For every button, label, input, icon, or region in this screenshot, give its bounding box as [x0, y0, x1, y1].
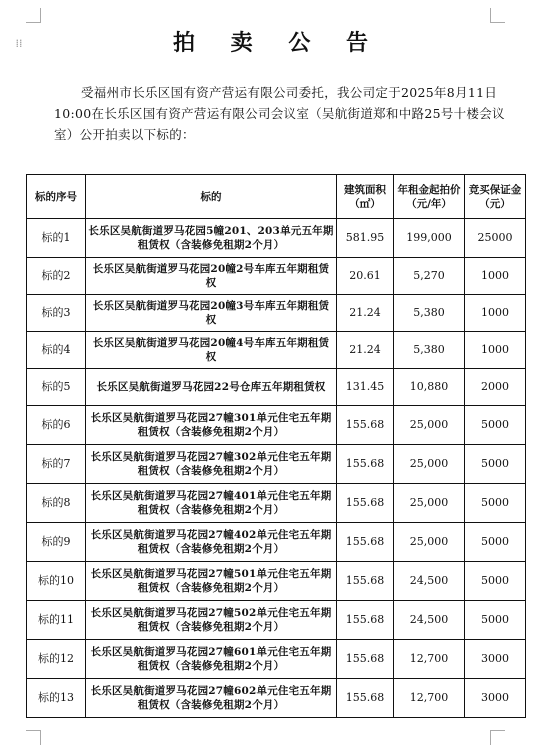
cell-area: 155.68 — [337, 406, 394, 445]
cell-area: 155.68 — [337, 562, 394, 601]
cell-deposit: 2000 — [465, 369, 526, 406]
cell-deposit: 5000 — [465, 562, 526, 601]
cell-area: 155.68 — [337, 640, 394, 679]
cell-item: 长乐区吴航街道罗马花园27幢502单元住宅五年期租赁权（含装修免租期2个月） — [86, 601, 337, 640]
crop-mark-top-left — [26, 8, 41, 23]
cell-area: 155.68 — [337, 484, 394, 523]
cell-item: 长乐区吴航街道罗马花园20幢4号车库五年期租赁权 — [86, 332, 337, 369]
cell-seq: 标的2 — [27, 258, 86, 295]
cell-rent: 5,380 — [394, 295, 465, 332]
table-row — [27, 406, 526, 445]
cell-area: 155.68 — [337, 523, 394, 562]
cell-seq: 标的1 — [27, 219, 86, 258]
cell-area: 155.68 — [337, 679, 394, 718]
cell-item: 长乐区吴航街道罗马花园27幢602单元住宅五年期租赁权（含装修免租期2个月） — [86, 679, 337, 718]
cell-item: 长乐区吴航街道罗马花园22号仓库五年期租赁权 — [86, 369, 337, 406]
cell-deposit: 5000 — [465, 445, 526, 484]
cell-seq: 标的3 — [27, 295, 86, 332]
cell-seq: 标的12 — [27, 640, 86, 679]
cell-rent: 25,000 — [394, 445, 465, 484]
cell-rent: 24,500 — [394, 601, 465, 640]
cell-rent: 25,000 — [394, 484, 465, 523]
table-row — [27, 679, 526, 718]
cell-rent: 10,880 — [394, 369, 465, 406]
cell-area: 131.45 — [337, 369, 394, 406]
cell-deposit: 1000 — [465, 332, 526, 369]
cell-area: 21.24 — [337, 295, 394, 332]
cell-seq: 标的10 — [27, 562, 86, 601]
cell-area: 20.61 — [337, 258, 394, 295]
cell-seq: 标的9 — [27, 523, 86, 562]
crop-mark-bottom-left — [26, 730, 41, 745]
table-row — [27, 562, 526, 601]
table-row — [27, 484, 526, 523]
cell-rent: 5,380 — [394, 332, 465, 369]
cell-seq: 标的11 — [27, 601, 86, 640]
cell-deposit: 1000 — [465, 258, 526, 295]
cell-item: 长乐区吴航街道罗马花园27幢402单元住宅五年期租赁权（含装修免租期2个月） — [86, 523, 337, 562]
cell-area: 155.68 — [337, 601, 394, 640]
cell-deposit: 5000 — [465, 406, 526, 445]
intro-paragraph: 受福州市长乐区国有资产营运有限公司委托，我公司定于2025年8月11日10:00在长乐区国有资产营运有限公司会议室（吴航街道郑和中路25号十楼会议室）公开拍卖以下标的： — [54, 85, 505, 142]
cell-area: 21.24 — [337, 332, 394, 369]
cell-deposit: 3000 — [465, 679, 526, 718]
header-area: 建筑面积（㎡） — [337, 175, 394, 219]
table-header-row — [27, 175, 526, 219]
cell-item: 长乐区吴航街道罗马花园20幢2号车库五年期租赁权 — [86, 258, 337, 295]
header-item: 标的 — [86, 175, 337, 219]
cell-rent: 199,000 — [394, 219, 465, 258]
cell-seq: 标的7 — [27, 445, 86, 484]
header-rent: 年租金起拍价（元/年） — [394, 175, 465, 219]
cell-rent: 25,000 — [394, 406, 465, 445]
table-row — [27, 332, 526, 369]
table-row — [27, 523, 526, 562]
cell-rent: 25,000 — [394, 523, 465, 562]
table-row — [27, 295, 526, 332]
cell-rent: 12,700 — [394, 679, 465, 718]
crop-mark-bottom-right — [490, 730, 505, 745]
header-deposit: 竞买保证金（元） — [465, 175, 526, 219]
cell-area: 581.95 — [337, 219, 394, 258]
crop-mark-top-right — [490, 8, 505, 23]
cell-item: 长乐区吴航街道罗马花园27幢301单元住宅五年期租赁权（含装修免租期2个月） — [86, 406, 337, 445]
drag-handle-icon[interactable]: ⁞⁞ — [15, 37, 23, 50]
cell-item: 长乐区吴航街道罗马花园5幢201、203单元五年期租赁权（含装修免租期2个月） — [86, 219, 337, 258]
cell-item: 长乐区吴航街道罗马花园20幢3号车库五年期租赁权 — [86, 295, 337, 332]
table-row — [27, 640, 526, 679]
cell-item: 长乐区吴航街道罗马花园27幢401单元住宅五年期租赁权（含装修免租期2个月） — [86, 484, 337, 523]
cell-seq: 标的8 — [27, 484, 86, 523]
cell-rent: 5,270 — [394, 258, 465, 295]
cell-seq: 标的13 — [27, 679, 86, 718]
cell-seq: 标的4 — [27, 332, 86, 369]
table-row — [27, 445, 526, 484]
cell-deposit: 3000 — [465, 640, 526, 679]
cell-area: 155.68 — [337, 445, 394, 484]
cell-deposit: 1000 — [465, 295, 526, 332]
page-title: 拍 卖 公 告 — [173, 30, 382, 56]
cell-item: 长乐区吴航街道罗马花园27幢501单元住宅五年期租赁权（含装修免租期2个月） — [86, 562, 337, 601]
table-row — [27, 219, 526, 258]
cell-item: 长乐区吴航街道罗马花园27幢302单元住宅五年期租赁权（含装修免租期2个月） — [86, 445, 337, 484]
cell-deposit: 5000 — [465, 484, 526, 523]
table-row — [27, 601, 526, 640]
table-row — [27, 258, 526, 295]
cell-item: 长乐区吴航街道罗马花园27幢601单元住宅五年期租赁权（含装修免租期2个月） — [86, 640, 337, 679]
cell-deposit: 5000 — [465, 523, 526, 562]
cell-rent: 12,700 — [394, 640, 465, 679]
auction-items-table — [26, 174, 526, 718]
cell-deposit: 25000 — [465, 219, 526, 258]
table-body — [27, 219, 526, 718]
cell-seq: 标的5 — [27, 369, 86, 406]
header-seq: 标的序号 — [27, 175, 86, 219]
table-row — [27, 369, 526, 406]
cell-rent: 24,500 — [394, 562, 465, 601]
cell-deposit: 5000 — [465, 601, 526, 640]
cell-seq: 标的6 — [27, 406, 86, 445]
